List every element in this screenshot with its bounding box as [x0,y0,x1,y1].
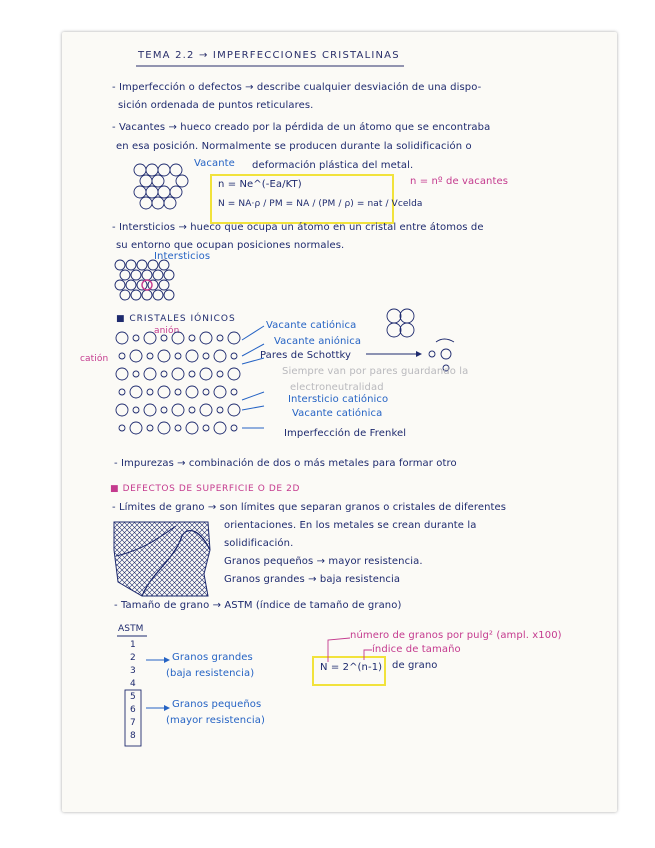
large-grains-label: Granos grandes [172,652,253,663]
tamano-line: - Tamaño de grano → ASTM (índice de tamaño de grano) [114,600,402,611]
astm-8: 8 [130,731,136,741]
anion-label: anión [154,326,180,336]
schottky-note-1: Siempre van por pares guardando la [282,366,469,377]
small-grains-note: (mayor resistencia) [166,715,265,726]
superficie-line-2: orientaciones. En los metales se crean durante la [224,520,477,531]
formula-callout-lines [324,634,384,664]
vacantes-line-3: deformación plástica del metal. [252,160,414,171]
intro-line-1: - Imperfección o defectos → describe cualquier desviación de una dispo- [112,82,482,93]
page-title: TEMA 2.2 → IMPERFECCIONES CRISTALINAS [138,50,400,61]
astm-4: 4 [130,679,136,689]
astm-brackets [124,636,142,746]
vacancy-formula: n = Ne^(-Ea/KT) [218,179,302,190]
vacancy-lattice-icon [132,162,194,210]
intersticios-line-2: su entorno que ocupan posiciones normales. [116,240,345,251]
astm-2: 2 [130,653,136,663]
impurezas-line: - Impurezas → combinación de dos o más metales para formar otro [114,458,457,469]
vacantes-note: n = nº de vacantes [410,176,509,187]
superficie-line-4: Granos pequeños → mayor resistencia. [224,556,423,567]
superficie-line-5: Granos grandes → baja resistencia [224,574,401,585]
astm-1: 1 [130,640,136,650]
schottky-note-2: electroneutralidad [290,382,384,393]
notebook-page [62,32,617,812]
vacante-label: Vacante [194,158,235,169]
ionic-label-2: Vacante aniónica [274,336,362,347]
title-underline [136,64,406,68]
vacancy-pair-icon [386,308,416,340]
ionic-label-1: Vacante catiónica [266,320,357,331]
superficie-line-3: solidificación. [224,538,294,549]
ionic-label-5: Vacante catiónica [292,408,383,419]
ionic-label-3: Pares de Schottky [260,350,352,361]
ionicos-heading: ■ CRISTALES IÓNICOS [116,314,236,324]
astm-5: 5 [130,692,136,702]
density-formula: N = NA·ρ / PM = NA / (PM / ρ) = nat / Vcelda [218,199,423,209]
cation-label: catión [80,354,109,364]
ionic-label-6: Imperfección de Frenkel [284,428,407,439]
astm-note-1: número de granos por pulg² (ampl. x100) [350,630,562,641]
astm-7: 7 [130,718,136,728]
superficie-heading: ■ DEFECTOS DE SUPERFICIE O DE 2D [110,484,301,494]
vacantes-line-2: en esa posición. Normalmente se producen durante la solidificación o [116,141,472,152]
astm-note-3: de grano [392,660,438,671]
ionic-label-4: Intersticio catiónico [288,394,389,405]
arrow-large-grains [146,656,170,664]
astm-note-2: índice de tamaño [372,644,461,655]
astm-formula: N = 2^(n-1) [320,662,383,673]
intersticios-label: Intersticios [154,251,211,262]
intersticios-line-1: - Intersticios → hueco que ocupa un átomo en un cristal entre átomos de [112,222,484,233]
ionic-crystal-diagram [114,330,274,450]
small-grains-label: Granos pequeños [172,699,262,710]
intro-line-2: sición ordenada de puntos reticulares. [118,100,314,111]
astm-heading: ASTM [118,624,144,634]
astm-6: 6 [130,705,136,715]
astm-3: 3 [130,666,136,676]
large-grains-note: (baja resistencia) [166,668,255,679]
grain-boundary-icon [112,520,214,598]
interstitial-lattice-icon [112,258,184,306]
vacantes-line-1: - Vacantes → hueco creado por la pérdida de un átomo que se encontraba [112,122,491,133]
arrow-small-grains [146,704,170,712]
superficie-line-1: - Límites de grano → son límites que separan granos o cristales de diferentes [112,502,507,513]
